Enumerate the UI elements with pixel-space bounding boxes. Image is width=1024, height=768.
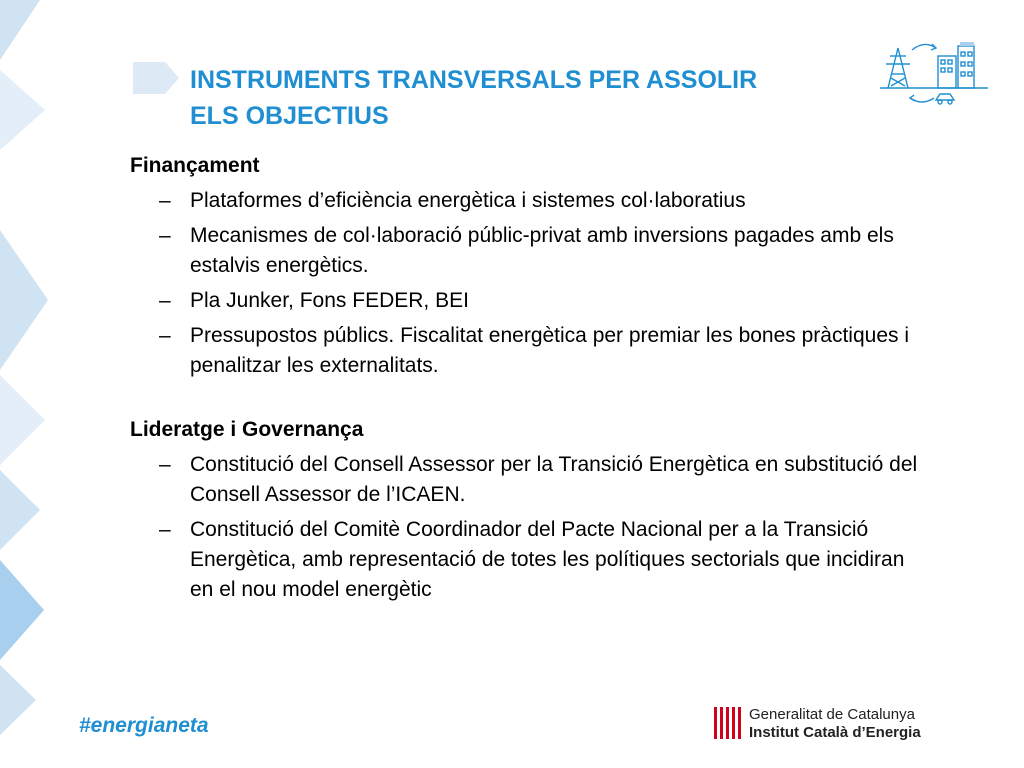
generalitat-logo (712, 705, 952, 745)
list-item (130, 286, 930, 316)
logo-line-1: Generalitat de Catalunya (749, 706, 915, 723)
dash-bullet: – (159, 324, 171, 347)
deco-shape (0, 230, 48, 370)
slide-title (190, 62, 870, 134)
deco-shape (0, 375, 45, 465)
section-lideratge (130, 415, 930, 605)
dash-bullet: – (159, 453, 171, 476)
dash-bullet: – (159, 518, 171, 541)
deco-shape (0, 0, 40, 60)
list-item (130, 321, 930, 381)
list-item-text: Constitució del Consell Assessor per la Transició Energètica en substitució del Consell Assessor de l’ICAEN. (190, 453, 918, 506)
list-item-text: Constitució del Comitè Coordinador del Pacte Nacional per a la Transició Energètica, amb representació de totes les polítiques sectorials que incidiran en el nou model energètic (190, 518, 905, 601)
title-marker-shape (133, 62, 179, 94)
logo-line-2: Institut Català d’Energia (749, 724, 921, 741)
logo-text (749, 706, 921, 742)
energy-city-icon (876, 38, 992, 108)
title-line-2: ELS OBJECTIUS (190, 102, 389, 130)
list-item-text: Mecanismes de col·laboració públic-privat amb inversions pagades amb els estalvis energètics. (190, 224, 894, 277)
left-decoration (0, 0, 60, 768)
bullet-list (130, 186, 930, 381)
list-item (130, 186, 930, 216)
content-body (130, 151, 930, 610)
list-item-text: Pressupostos públics. Fiscalitat energètica per premiar les bones pràctiques i penalitzar les externalitats. (190, 324, 910, 377)
deco-shape (0, 665, 36, 735)
deco-shape (0, 70, 45, 150)
title-line-1: INSTRUMENTS TRANSVERSALS PER ASSOLIR (190, 66, 758, 94)
deco-shape (0, 470, 40, 550)
section-heading: Finançament (130, 154, 260, 177)
dash-bullet: – (159, 189, 171, 212)
bullet-list (130, 450, 930, 605)
dash-bullet: – (159, 289, 171, 312)
deco-shape (0, 560, 44, 660)
generalitat-senyera-icon (712, 705, 742, 741)
list-item (130, 221, 930, 281)
list-item-text: Plataformes d’eficiència energètica i sistemes col·laboratius (190, 189, 746, 212)
list-item (130, 450, 930, 510)
list-item (130, 515, 930, 605)
hashtag: #energianeta (79, 714, 209, 737)
section-heading: Lideratge i Governança (130, 418, 364, 441)
list-item-text: Pla Junker, Fons FEDER, BEI (190, 289, 469, 312)
dash-bullet: – (159, 224, 171, 247)
section-financament (130, 151, 930, 381)
